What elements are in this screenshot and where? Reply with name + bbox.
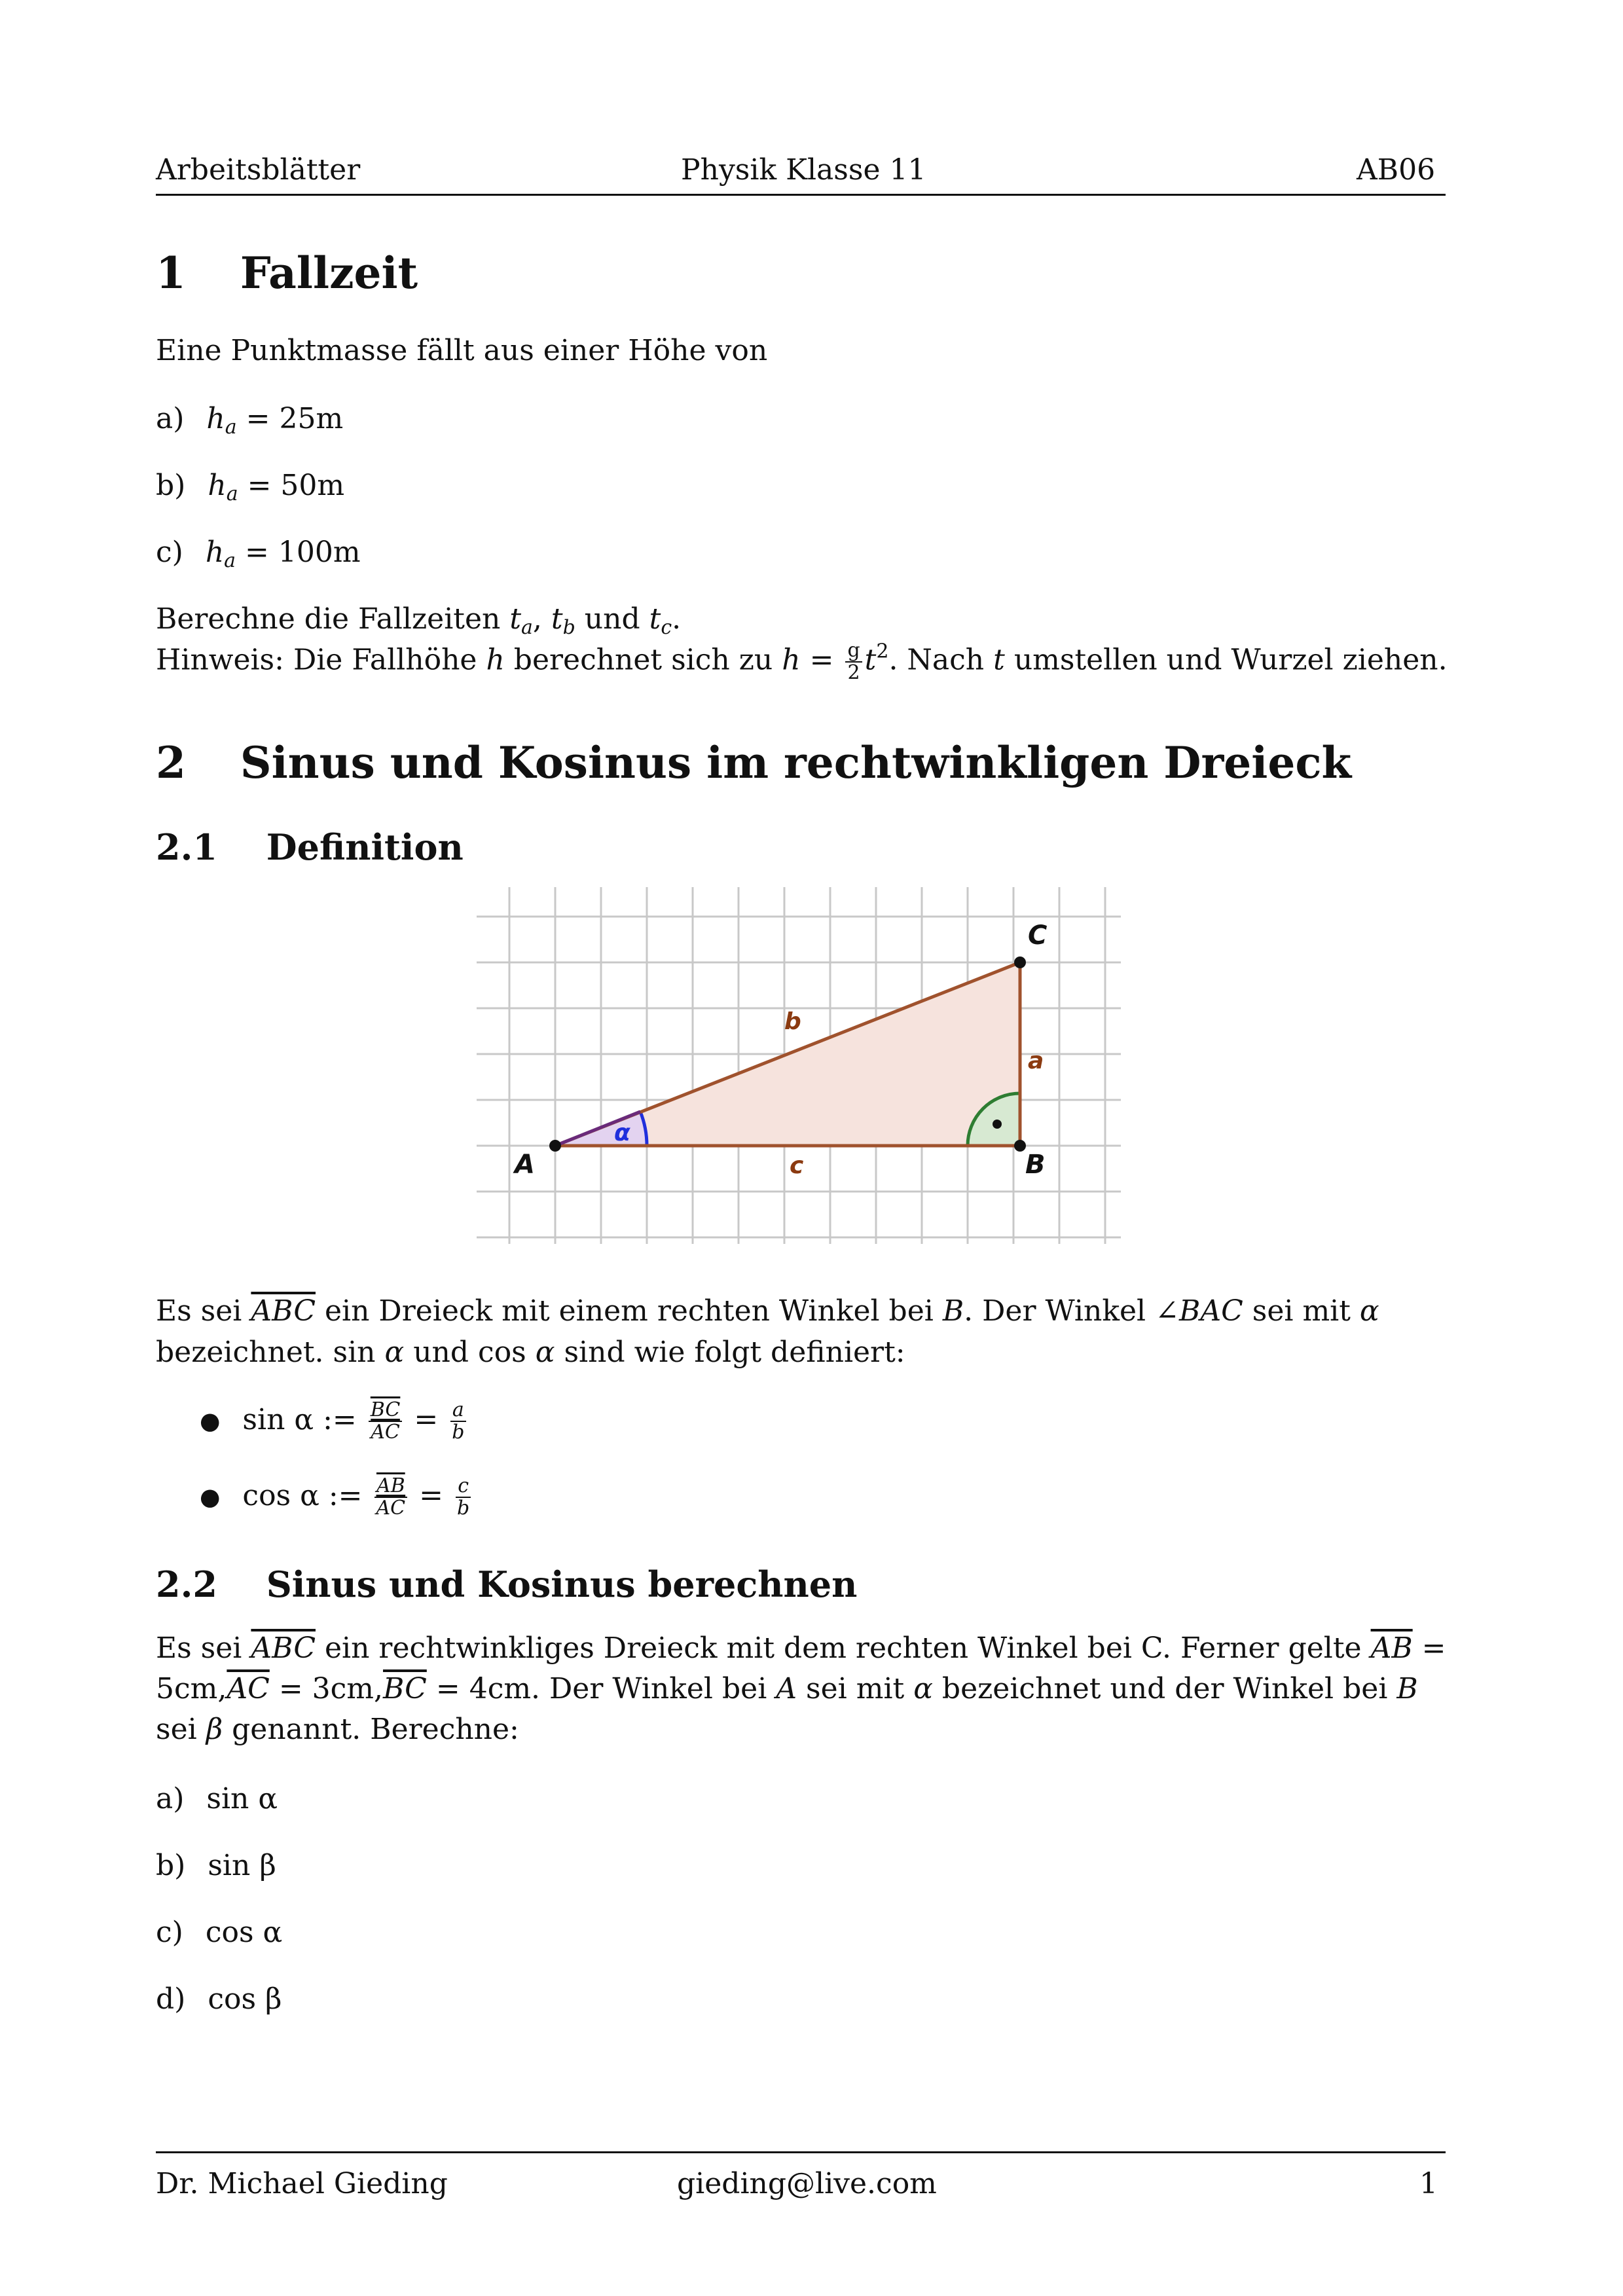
label-side-c: c [790,1152,804,1179]
section2-heading [156,737,1351,788]
list-item: c) $h_a = 100m$ [156,536,361,572]
subsection21-heading [156,826,464,868]
def-b: ein Dreieck mit einem rechten Winkel bei [324,1294,934,1328]
item-label: c) [156,536,183,569]
cos-definition: ● cos α := $\frac{\overline{AB}}{AC}$ = $\frac{c}{b}$ [200,1474,470,1520]
item-label: a) [156,402,185,435]
hint-d: umstellen und Wurzel ziehen. [1013,643,1448,677]
point-b [1014,1140,1026,1152]
def-f: und [413,1336,469,1369]
calc-line-3: sei β genannt. Berechne: [156,1713,519,1746]
section2-number: 2 [156,737,186,788]
list-item [156,1981,282,2018]
hint-line: Hinweis: Die Fallhöhe h berechnet sich zu h = $\frac{g}{2}$ $t^2$. Nach t umstellen und Wurzel ziehen. [156,639,1448,684]
calc-f: sei mit [806,1672,905,1705]
subsection22-number: 2.2 [156,1563,217,1605]
def-e: bezeichnet. [156,1336,324,1369]
sin-def-label: sin α := [242,1402,357,1436]
label-side-a: a [1028,1048,1044,1074]
section2-title: Sinus und Kosinus im rechtwinkligen Dreieck [240,737,1352,788]
section1-title: Fallzeit [240,247,418,299]
header-rule [156,194,1446,196]
calc-i: genannt. Berechne: [232,1713,519,1746]
task-expr: sin α [206,1782,278,1815]
task-expr: cos β [208,1982,282,2016]
footer-page-number: 1 [1419,2167,1438,2200]
def-line-1: Es sei $\overline{ABC}$ ein Dreieck mit einem rechten Winkel bei B. Der Winkel ∠BAC sei mit α [156,1294,1379,1328]
calc-h: sei [156,1713,197,1746]
g-over-2-fraction: $\frac{g}{2}$ [845,640,862,683]
subsection21-title: Definition [266,826,464,868]
list-item: b) $h_a = 50m$ [156,469,345,505]
task-prefix: Berechne die Fallzeiten [156,602,501,636]
item-value: = 100m [245,536,361,569]
subsection22-heading [156,1563,857,1605]
hint-b: berechnet sich zu [513,643,773,677]
task-label: c) [156,1916,183,1949]
def-a: Es sei [156,1294,242,1328]
sin-definition: ● sin α := $\frac{\overline{BC}}{AC}$ = $\frac{a}{b}$ [200,1400,469,1443]
section1-intro: Eine Punktmasse fällt aus einer Höhe von [156,334,768,367]
header-left: Arbeitsblätter [156,153,361,187]
item-value: = 50m [247,469,345,502]
def-c: . Der Winkel [964,1294,1146,1328]
calc-b: ein rechtwinkliges Dreieck mit dem rechten Winkel bei C. Ferner gelte [324,1631,1362,1665]
subsection21-number: 2.1 [156,826,217,868]
calc-c: 5cm, [156,1672,227,1705]
label-B: B [1025,1150,1046,1180]
footer-left: Dr. Michael Gieding [156,2167,448,2200]
right-angle-dot [993,1120,1002,1129]
calc-g: bezeichnet und der Winkel bei [941,1672,1388,1705]
hint-a: Hinweis: Die Fallhöhe [156,643,477,677]
list-item [156,1914,282,1951]
list-item [156,1848,276,1884]
calc-line-2: $5cm,\overline{AC} = 3cm,\overline{BC} = 4cm$. Der Winkel bei A sei mit α bezeichnet und der Winkel bei B [156,1672,1418,1705]
subsection22-title: Sinus und Kosinus berechnen [266,1563,858,1605]
list-item: a) $h_a = 25m$ [156,402,344,439]
footer-center: gieding@live.com [677,2167,937,2200]
item-label: b) [156,469,186,502]
task-label: a) [156,1782,185,1815]
task-label: b) [156,1849,186,1882]
hint-c: . Nach [888,643,985,677]
section1-number: 1 [156,247,186,299]
task-and: und [584,602,640,636]
point-c [1014,957,1026,968]
calc-a: Es sei [156,1631,242,1665]
task-label: d) [156,1982,186,2016]
calc-d: = 3cm, [278,1672,384,1705]
calc-e: = 4cm. Der Winkel bei [435,1672,767,1705]
cos-def-label: cos α := [242,1478,363,1512]
def-g: sind wie folgt definiert: [564,1336,905,1369]
def-d: sei mit [1252,1294,1351,1328]
list-item [156,1781,278,1817]
calc-line-1: Es sei $\overline{ABC}$ ein rechtwinkliges Dreieck mit dem rechten Winkel bei C. Ferner gelte $\overline{AB}$ = [156,1631,1446,1665]
header-right: AB06 [1357,153,1436,187]
item-value: = 25m [246,402,344,435]
label-C: C [1028,920,1048,951]
def-line-2: bezeichnet. sin α und cos α sind wie folgt definiert: [156,1336,905,1369]
header-center: Physik Klasse 11 [681,153,926,187]
triangle-figure [471,883,1126,1249]
task-expr: sin β [208,1849,276,1882]
point-a [549,1140,561,1152]
section1-heading [156,247,418,299]
task-expr: cos α [205,1916,283,1949]
label-alpha: α [614,1120,630,1146]
label-side-b: b [784,1008,801,1035]
footer-rule [156,2151,1446,2153]
label-A: A [515,1150,535,1180]
task-line: Berechne die Fallzeiten $t_a$, $t_b$ und $t_c$. [156,602,682,639]
